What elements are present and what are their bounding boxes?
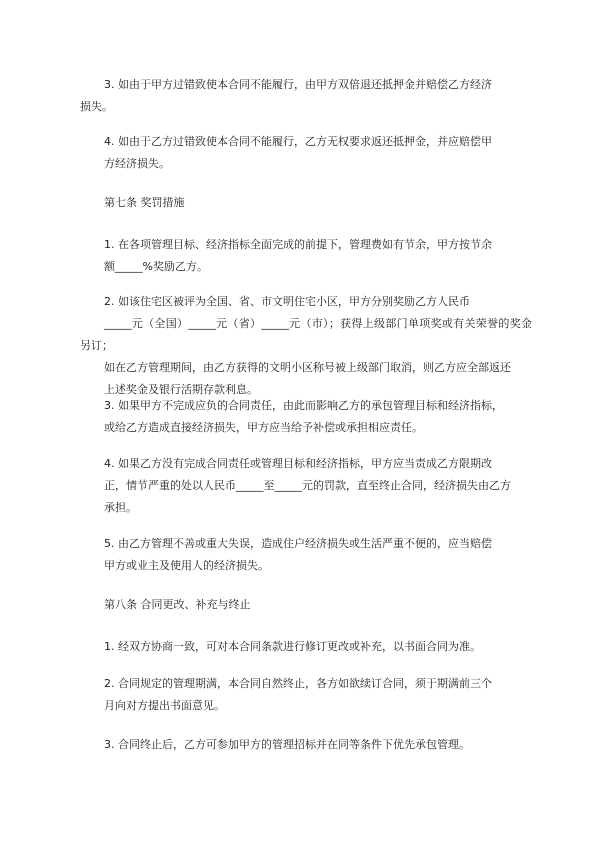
text-line: _____元（全国）_____元（省）_____元（市）；获得上级部门单项奖或有关荣誉的奖金另订； bbox=[80, 317, 532, 352]
section-heading-7: 第七条 奖罚措施 bbox=[104, 196, 185, 209]
text-line: 3. 合同终止后，乙方可参加甲方的管理招标并在同等条件下优先承包管理。 bbox=[104, 738, 470, 751]
text-line: 4. 如由于乙方过错致使本合同不能履行，乙方无权要求返还抵押金，并应赔偿甲 bbox=[104, 135, 492, 148]
text-line: 3. 如由于甲方过错致使本合同不能履行，由甲方双倍退还抵押金并赔偿乙方经济 bbox=[104, 78, 492, 91]
clause-8-item-1 bbox=[80, 636, 532, 658]
text-line: 月向对方提出书面意见。 bbox=[104, 699, 225, 712]
text-line: 2. 如该住宅区被评为全国、省、市文明住宅小区，甲方分别奖励乙方人民币 bbox=[104, 295, 470, 308]
text-line: 额_____%奖励乙方。 bbox=[104, 260, 208, 273]
text-line: 2. 合同规定的管理期满，本合同自然终止，各方如欲续订合同，须于期满前三个 bbox=[104, 677, 492, 690]
clause-8-item-2 bbox=[80, 673, 532, 717]
text-line: 上述奖金及银行活期存款利息。 bbox=[104, 383, 258, 396]
clause-8-item-3 bbox=[80, 734, 532, 756]
text-line: 5. 由乙方管理不善或重大失误，造成住户经济损失或生活严重不便的，应当赔偿 bbox=[104, 537, 492, 550]
clause-7-item-1 bbox=[80, 234, 532, 278]
clause-7-item-2 bbox=[80, 291, 532, 401]
text-line: 或给乙方造成直接经济损失，甲方应当给予补偿或承担相应责任。 bbox=[104, 421, 423, 434]
text-line: 4. 如果乙方没有完成合同责任或管理目标和经济指标，甲方应当责成乙方限期改 bbox=[104, 457, 492, 470]
text-line: 1. 经双方协商一致，可对本合同条款进行修订更改或补充，以书面合同为准。 bbox=[104, 640, 481, 653]
text-line: 甲方或业主及使用人的经济损失。 bbox=[104, 559, 269, 572]
text-line: 如在乙方管理期间，由乙方获得的文明小区称号被上级部门取消，则乙方应全部返还 bbox=[104, 361, 511, 374]
section-heading-8: 第八条 合同更改、补充与终止 bbox=[104, 598, 251, 611]
clause-7-item-3 bbox=[80, 395, 532, 439]
text-line: 1. 在各项管理目标、经济指标全面完成的前提下，管理费如有节余，甲方按节余 bbox=[104, 238, 492, 251]
text-line: 损失。 bbox=[80, 100, 113, 113]
clause-6-item-3 bbox=[80, 74, 532, 118]
text-line: 方经济损失。 bbox=[104, 157, 170, 170]
clause-7-item-5 bbox=[80, 533, 532, 577]
clause-7-item-4 bbox=[80, 453, 532, 519]
text-line: 承担。 bbox=[104, 501, 137, 514]
text-line: 3. 如果甲方不完成应负的合同责任，由此而影响乙方的承包管理目标和经济指标， bbox=[104, 399, 503, 412]
text-line: 正，情节严重的处以人民币_____至_____元的罚款，直至终止合同，经济损失由乙方 bbox=[104, 479, 511, 492]
clause-6-item-4 bbox=[80, 131, 532, 175]
